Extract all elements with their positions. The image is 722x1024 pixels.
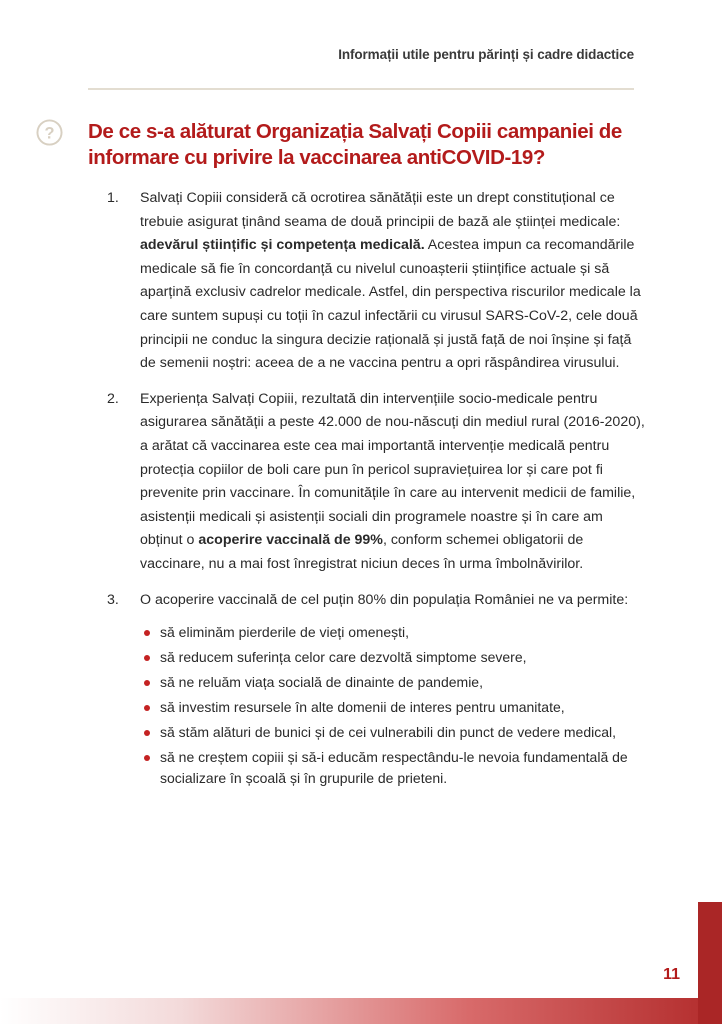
item-number: 1.: [107, 190, 119, 206]
bullet-dot-icon: [144, 705, 150, 711]
item-bold-text: acoperire vaccinală de 99%: [198, 532, 383, 549]
item-text: Experiența Salvați Copiii, rezultată din intervențiile socio-medicale pentru asigurarea sănătății a peste 42.000 de nou-născuți din mediul rural (2016-2020), a arătat că vaccinarea este cea mai importantă intervenție medicală pentru protecția copiilor de boli care pun în pericol supraviețuirea lor și care pot fi prevenite prin vaccinare. În comunitățile în care au intervenit medicii de familie, asistenții medicali și asistenții sociali din programele noastre și în care am obținut o: [140, 390, 645, 549]
item-text: Salvați Copiii consideră că ocrotirea sănătății este un drept constituțional ce trebuie asigurat ținând seama de două principii de bază ale științei medicale:: [140, 190, 621, 230]
bullet-dot-icon: [144, 680, 150, 686]
bullet-dot-icon: [144, 755, 150, 761]
question-circle-icon: [36, 119, 63, 146]
list-item: [105, 388, 645, 577]
bullet-item: [140, 747, 640, 789]
bullet-text: să reducem suferința celor care dezvoltă simptome severe,: [160, 649, 527, 666]
bullet-item: [140, 722, 640, 743]
item-number: 3.: [107, 591, 119, 608]
bullet-item: [140, 647, 640, 668]
bullet-dot-icon: [144, 630, 150, 636]
page-number: 11: [663, 966, 680, 983]
item-bold-text: adevărul științific și competența medicală.: [140, 237, 425, 254]
item-text: , conform schemei obligatorii de vaccinare, nu a mai fost înregistrat niciun deces în urma îmbolnăvirilor.: [140, 532, 584, 572]
bullet-text: să eliminăm pierderile de vieți omenești,: [160, 624, 409, 641]
bullet-text: să ne reluăm viața socială de dinainte de pandemie,: [160, 674, 483, 691]
bullet-item: [140, 672, 640, 693]
item-number: 2.: [107, 390, 119, 407]
bullet-text: să stăm alături de bunici și de cei vulnerabili din punct de vedere medical,: [160, 724, 617, 741]
bullet-list: [140, 622, 645, 789]
bullet-text: să investim resursele în alte domenii de interes pentru umanitate,: [160, 699, 565, 716]
header-divider: [88, 88, 634, 90]
footer-gradient-band: [0, 998, 722, 1024]
section-heading: De ce s-a alăturat Organizația Salvați Copiii campaniei de informare cu privire la vaccinarea antiCOVID-19?: [88, 120, 622, 169]
list-item: [105, 589, 645, 790]
item-text: O acoperire vaccinală de cel puțin 80% din populația României ne va permite:: [140, 591, 629, 608]
item-text: Acestea impun ca recomandările medicale să fie în concordanță cu nivelul cunoașterii științifice actuale și să aparțină exclusiv cadrelor medicale. Astfel, din perspectiva riscurilor medicale la care suntem supuși cu toții în cazul infectării cu virusul SARS-CoV-2, cele două principii ne conduc la singura decizie rațională și justă față de noi înșine și față de semenii noștri: aceea de a ne vaccina pentru a opri răspândirea virusului.: [140, 237, 641, 372]
footer-side-bar: [698, 902, 722, 1024]
svg-text:?: ?: [44, 124, 55, 143]
bullet-dot-icon: [144, 655, 150, 661]
bullet-item: [140, 697, 640, 718]
bullet-dot-icon: [144, 730, 150, 736]
list-item: [105, 187, 645, 376]
numbered-list: [105, 187, 645, 801]
bullet-item: [140, 622, 640, 643]
bullet-text: să ne creștem copiii și să-i educăm respectându-le nevoia fundamentală de socializare în școală și în grupurile de prieteni.: [160, 749, 628, 787]
running-header: Informații utile pentru părinți și cadre didactice: [338, 47, 634, 62]
